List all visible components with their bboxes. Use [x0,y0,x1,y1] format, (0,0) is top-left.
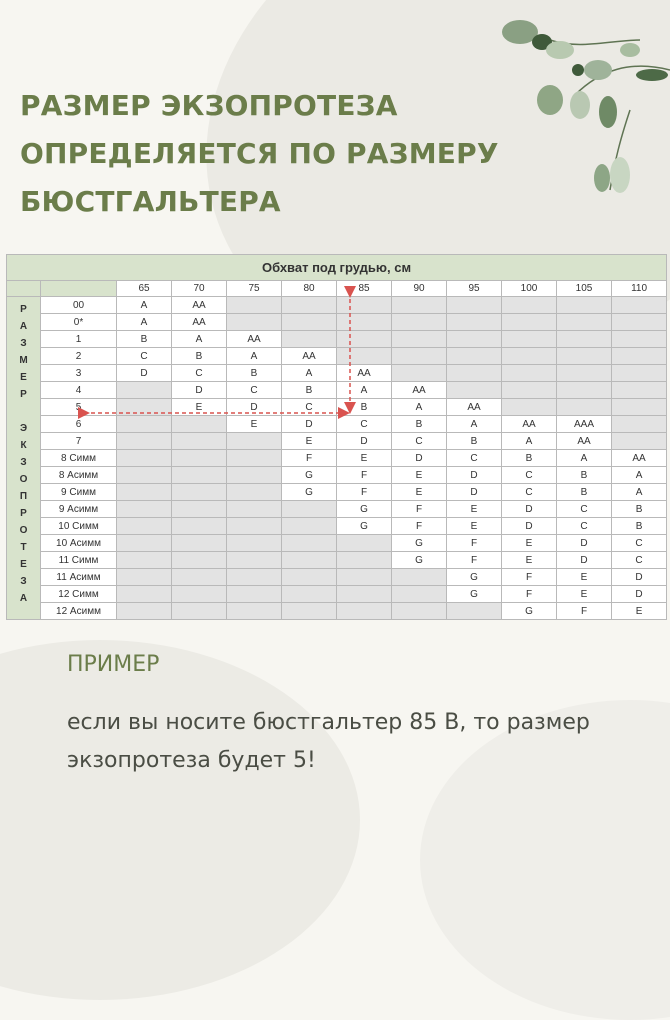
cup-cell: F [337,484,392,501]
column-header: 110 [612,281,667,297]
table-row [7,535,667,552]
cup-cell [447,314,502,331]
row-group-letter: Р [20,508,27,519]
cup-cell: B [557,484,612,501]
corner-cell [41,281,117,297]
cup-cell [227,603,282,620]
cup-cell [172,518,227,535]
prosthesis-size: 4 [41,382,117,399]
prosthesis-size: 11 Асимм [41,569,117,586]
cup-cell [227,569,282,586]
column-header: 95 [447,281,502,297]
cup-cell [502,348,557,365]
row-group-label [7,297,41,620]
cup-cell [557,365,612,382]
cup-cell: B [557,467,612,484]
cup-cell [557,331,612,348]
cup-cell: AA [612,450,667,467]
cup-cell: G [447,569,502,586]
title-line: РАЗМЕР ЭКЗОПРОТЕЗА [20,89,398,122]
cup-cell [392,603,447,620]
cup-cell: D [172,382,227,399]
cup-cell [612,399,667,416]
cup-cell: D [612,569,667,586]
cup-cell [392,331,447,348]
prosthesis-size: 3 [41,365,117,382]
cup-cell: G [337,518,392,535]
cup-cell: D [557,552,612,569]
cup-cell: E [392,484,447,501]
cup-cell: F [502,569,557,586]
table-header-row [7,255,667,281]
example-heading: ПРИМЕР [67,652,160,677]
cup-cell [117,518,172,535]
cup-cell: A [337,382,392,399]
cup-cell [337,552,392,569]
cup-cell: C [557,518,612,535]
column-header: 75 [227,281,282,297]
leaf-branch-icon [480,0,670,210]
cup-cell [337,314,392,331]
cup-cell [447,365,502,382]
cup-cell: B [117,331,172,348]
cup-cell: A [172,331,227,348]
cup-cell [612,365,667,382]
cup-cell [282,586,337,603]
cup-cell [117,450,172,467]
cup-cell [117,569,172,586]
cup-cell [172,586,227,603]
row-group-letter: Е [20,372,27,383]
table-row [7,518,667,535]
table-row [7,501,667,518]
column-header: 90 [392,281,447,297]
cup-cell [117,416,172,433]
row-group-letter: З [20,338,27,349]
prosthesis-size: 8 Симм [41,450,117,467]
column-header: 100 [502,281,557,297]
cup-cell [557,382,612,399]
cup-cell: D [612,586,667,603]
cup-cell: C [447,450,502,467]
cup-cell [447,603,502,620]
cup-cell [282,535,337,552]
cup-cell: D [447,467,502,484]
page-title [20,82,499,226]
prosthesis-size: 10 Симм [41,518,117,535]
table-row [7,348,667,365]
cup-cell: E [447,501,502,518]
cup-cell: E [227,416,282,433]
table-row [7,331,667,348]
cup-cell [392,586,447,603]
cup-cell: E [172,399,227,416]
row-group-letter: М [19,355,28,366]
table-row [7,467,667,484]
cup-cell: G [392,552,447,569]
cup-cell [172,433,227,450]
cup-cell: G [337,501,392,518]
cup-cell: E [502,552,557,569]
cup-cell [172,416,227,433]
cup-cell [557,348,612,365]
cup-cell [227,450,282,467]
cup-cell [337,586,392,603]
cup-cell: D [502,518,557,535]
cup-cell [392,365,447,382]
cup-cell [502,382,557,399]
cup-cell: G [282,484,337,501]
cup-cell: B [612,518,667,535]
cup-cell [117,535,172,552]
cup-cell: G [502,603,557,620]
cup-cell: D [557,535,612,552]
cup-cell [117,484,172,501]
row-group-letter: О [19,525,28,536]
corner-cell [7,281,41,297]
cup-cell [227,314,282,331]
cup-cell [117,399,172,416]
cup-cell [392,348,447,365]
table-row [7,365,667,382]
cup-cell: C [612,535,667,552]
cup-cell [117,433,172,450]
cup-cell: AA [502,416,557,433]
cup-cell [172,467,227,484]
cup-cell [557,314,612,331]
cup-cell [337,535,392,552]
cup-cell: AA [282,348,337,365]
cup-cell: C [612,552,667,569]
cup-cell [612,382,667,399]
cup-cell [227,501,282,518]
prosthesis-size: 10 Асимм [41,535,117,552]
cup-cell [227,433,282,450]
row-group-letter: О [19,474,28,485]
cup-cell: E [557,586,612,603]
cup-cell [172,501,227,518]
title-line: ОПРЕДЕЛЯЕТСЯ ПО РАЗМЕРУ [20,137,499,170]
cup-cell: F [282,450,337,467]
cup-cell: B [282,382,337,399]
cup-cell: F [557,603,612,620]
cup-cell: D [227,399,282,416]
cup-cell [282,314,337,331]
cup-cell: C [557,501,612,518]
prosthesis-size: 9 Симм [41,484,117,501]
cup-cell [447,331,502,348]
background-shape [0,640,360,1000]
table-row [7,552,667,569]
cup-cell: G [282,467,337,484]
prosthesis-size: 1 [41,331,117,348]
cup-cell: A [117,314,172,331]
row-group-letter: Э [19,423,28,434]
cup-cell [502,314,557,331]
cup-cell: A [117,297,172,314]
cup-cell [227,467,282,484]
cup-cell [612,433,667,450]
cup-cell [392,569,447,586]
table-row [7,399,667,416]
cup-cell [282,331,337,348]
cup-cell [392,297,447,314]
column-header: 70 [172,281,227,297]
cup-cell: B [172,348,227,365]
prosthesis-size: 12 Симм [41,586,117,603]
cup-cell [172,552,227,569]
row-group-letter: А [19,321,28,332]
table-row [7,450,667,467]
table-header: Обхват под грудью, см [7,255,667,281]
cup-cell [117,501,172,518]
prosthesis-size: 6 [41,416,117,433]
cup-cell [172,535,227,552]
cup-cell: A [612,467,667,484]
cup-cell: F [337,467,392,484]
cup-cell: AA [447,399,502,416]
cup-cell: AAA [557,416,612,433]
prosthesis-size: 0* [41,314,117,331]
cup-cell [117,603,172,620]
cup-cell: C [392,433,447,450]
cup-cell [612,416,667,433]
cup-cell [502,331,557,348]
cup-cell [337,297,392,314]
cup-cell [117,586,172,603]
row-group-letter: Р [20,304,27,315]
cup-cell [612,331,667,348]
cup-cell: AA [172,314,227,331]
cup-cell [557,399,612,416]
column-header: 85 [337,281,392,297]
cup-cell: B [502,450,557,467]
cup-cell: C [502,484,557,501]
cup-cell [172,569,227,586]
cup-cell: D [117,365,172,382]
cup-cell [612,348,667,365]
size-table-container [6,254,666,626]
size-table [6,254,667,620]
cup-cell [227,484,282,501]
cup-cell: A [612,484,667,501]
cup-cell: C [337,416,392,433]
prosthesis-size: 9 Асимм [41,501,117,518]
cup-cell [117,382,172,399]
cup-cell: AA [557,433,612,450]
cup-cell: F [392,501,447,518]
prosthesis-size: 2 [41,348,117,365]
cup-cell [172,603,227,620]
cup-cell: C [502,467,557,484]
table-row [7,416,667,433]
row-group-letter: З [20,457,27,468]
cup-cell [502,399,557,416]
cup-cell: C [172,365,227,382]
prosthesis-size: 5 [41,399,117,416]
cup-cell [502,297,557,314]
cup-cell: D [502,501,557,518]
cup-cell [447,297,502,314]
cup-cell: AA [392,382,447,399]
prosthesis-size: 11 Симм [41,552,117,569]
cup-cell [117,467,172,484]
cup-cell [282,569,337,586]
example-text: если вы носите бюстгальтер 85 B, то размер экзопротеза будет 5! [67,710,590,773]
cup-cell [282,501,337,518]
cup-cell: E [282,433,337,450]
cup-cell: F [447,535,502,552]
cup-cell: B [392,416,447,433]
prosthesis-size: 8 Асимм [41,467,117,484]
cup-cell: D [392,450,447,467]
cup-cell [447,348,502,365]
cup-cell: E [392,467,447,484]
cup-cell: F [502,586,557,603]
table-row [7,484,667,501]
table-row [7,382,667,399]
cup-cell: C [117,348,172,365]
cup-cell [612,297,667,314]
cup-cell: D [447,484,502,501]
cup-cell [337,569,392,586]
table-row [7,314,667,331]
cup-cell: F [392,518,447,535]
cup-cell [227,518,282,535]
cup-cell: B [447,433,502,450]
cup-cell [557,297,612,314]
cup-cell: AA [172,297,227,314]
column-header: 80 [282,281,337,297]
table-row [7,569,667,586]
cup-cell: D [282,416,337,433]
title-line: БЮСТГАЛЬТЕРА [20,185,281,218]
cup-cell: F [447,552,502,569]
row-group-letter: Р [20,389,27,400]
table-row [7,603,667,620]
table-row [7,297,667,314]
cup-cell [227,586,282,603]
cup-cell: B [337,399,392,416]
cup-cell: A [282,365,337,382]
row-group-letter: З [20,576,27,587]
column-header: 105 [557,281,612,297]
cup-cell: G [447,586,502,603]
cup-cell [337,603,392,620]
prosthesis-size: 7 [41,433,117,450]
cup-cell [227,535,282,552]
cup-cell [502,365,557,382]
cup-cell: AA [337,365,392,382]
row-group-letter: П [19,491,28,502]
cup-cell: AA [227,331,282,348]
cup-cell: B [612,501,667,518]
cup-cell: B [227,365,282,382]
cup-cell [282,603,337,620]
row-group-letter: К [20,440,27,451]
cup-cell [337,348,392,365]
cup-cell [447,382,502,399]
cup-cell [227,552,282,569]
prosthesis-size: 00 [41,297,117,314]
cup-cell [117,552,172,569]
cup-cell: A [392,399,447,416]
row-group-letter: Т [20,542,27,553]
cup-cell: C [282,399,337,416]
cup-cell [227,297,282,314]
cup-cell [172,450,227,467]
cup-cell: E [447,518,502,535]
cup-cell: A [447,416,502,433]
cup-cell [612,314,667,331]
table-row [7,433,667,450]
cup-cell [282,518,337,535]
cup-cell: D [337,433,392,450]
cup-cell [282,552,337,569]
table-row [7,586,667,603]
cup-cell [337,331,392,348]
cup-cell: E [612,603,667,620]
cup-cell [282,297,337,314]
row-group-letter: Е [20,559,27,570]
cup-cell: A [227,348,282,365]
cup-cell [392,314,447,331]
column-header-row [7,281,667,297]
cup-cell: G [392,535,447,552]
cup-cell [172,484,227,501]
cup-cell: E [337,450,392,467]
cup-cell: A [502,433,557,450]
cup-cell: E [557,569,612,586]
row-group-letter: А [19,593,28,604]
prosthesis-size: 12 Асимм [41,603,117,620]
cup-cell: C [227,382,282,399]
column-header: 65 [117,281,172,297]
cup-cell: E [502,535,557,552]
cup-cell: A [557,450,612,467]
